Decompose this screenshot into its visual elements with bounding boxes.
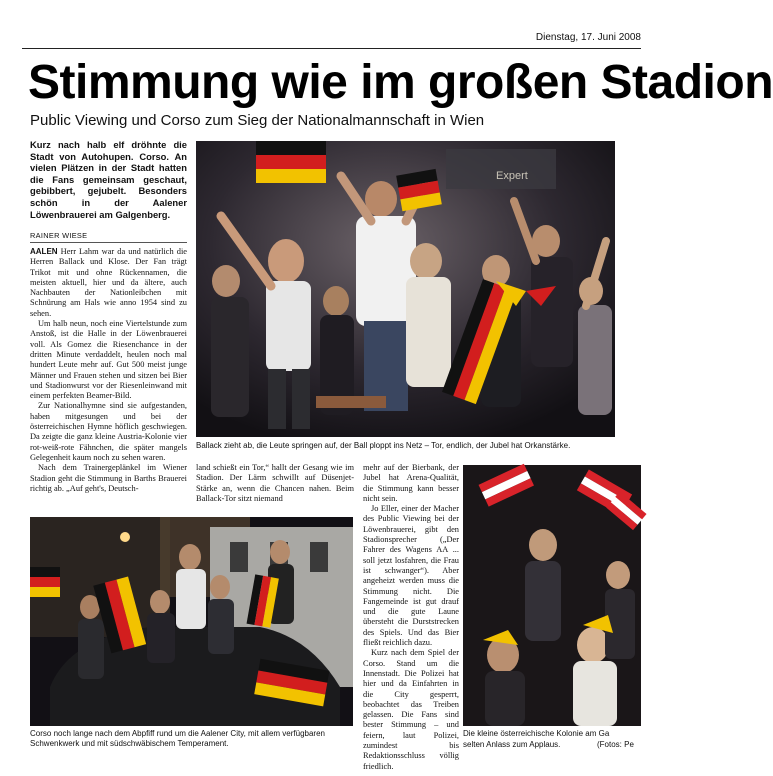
paragraph: Kurz nach dem Spiel der Corso. Stand um die Innenstadt. Die Polizei hat hier und da Einfahrten in die City gesperrt, beobachtet das Treiben gelassen. Die Fans sind bester Stimmung – und feiern, laut Polizei, zumindest bis Redaktionsschluss völlig friedlich. bbox=[363, 648, 459, 771]
body-column-3 bbox=[363, 463, 459, 772]
body-column-2 bbox=[196, 463, 354, 504]
caption-corner-line-2 bbox=[463, 740, 641, 750]
lead-paragraph: Kurz nach halb elf dröhnte die Stadt von Autohupen. Corso. An vielen Plätzen in der Stadt hatten die Fans gemeinsam geschaut, gebibbert, gejubelt. Besonders schön in der Aalener Löwenbrauerei am Galgenberg. bbox=[30, 139, 187, 220]
paragraph: Um halb neun, noch eine Viertelstunde zum Anstoß, ist die Halle in der Löwenbrauerei voll. Als Gomez die Riesenchance in der dritten Minute verdaddelt, heulen noch mal hundert Leute mehr auf. Gut 500 meist junge Männer und Frauen stehen und sitzen bei Bier und Stadionwurst vor der Riesenleinwand mit einem perfekten Beamer-Bild. bbox=[30, 319, 187, 401]
dateline: Dienstag, 17. Juni 2008 bbox=[535, 32, 641, 43]
photo-public-viewing bbox=[196, 141, 615, 437]
caption-corso-line-1: Corso noch lange nach dem Abpfiff rund um die Aalener City, mit allem verfügbaren Schwenkwerk und mit südschwäbischem Temperament. bbox=[30, 729, 325, 748]
banner-text: Expert bbox=[496, 170, 528, 182]
subheadline: Public Viewing und Corso zum Sieg der Nationalmannschaft in Wien bbox=[30, 112, 485, 129]
paragraph: Nach dem Trainergeplänkel im Wiener Stadion geht die Stimmung in Barths Brauerei richtig ab. „Auf geht's, Deutsch- bbox=[30, 463, 187, 493]
top-rule bbox=[22, 48, 641, 49]
paragraph: Jo Eller, einer der Macher des Public Viewing bei der Löwenbrauerei, gibt den Stadionsprecher („Der Fahrer des Wagens AA ... soll jetzt losfahren, die Frau ist schwanger“). Aber angeheizt werden muss die Stimmung nicht. Die Fangemeinde ist gut drauf und die gute Laune übersteht die Durststrecken des Spiels. Und das Bier fließt reichlich dazu. bbox=[363, 504, 459, 648]
austria-illustration bbox=[463, 465, 641, 726]
headline: Stimmung wie im großen Stadion bbox=[28, 56, 773, 109]
body-column-1 bbox=[30, 247, 187, 494]
caption-main-photo: Ballack zieht ab, die Leute springen auf, der Ball ploppt ins Netz – Tor, endlich, der Jubel hat Orkanstärke. bbox=[196, 441, 571, 450]
flag-germany-icon bbox=[256, 141, 326, 183]
flag-germany-icon bbox=[30, 567, 60, 597]
paragraph: AALEN Herr Lahm war da und natürlich die Herren Ballack und Klose. Der Fan trägt Trikot mit und ohne Rückennamen, die meisten aktuell, hier und da ältere, auch Nachbauten der Nationleibchen mit Schnürung am Hals wie anno 1954 sind zu sehen. bbox=[30, 247, 187, 318]
place-dateline: AALEN bbox=[30, 247, 58, 256]
photo-corso bbox=[30, 517, 353, 726]
flag-germany-icon bbox=[396, 169, 442, 211]
paragraph: mehr auf der Bierbank, der Jubel hat Arena-Qualität, die Stimmung kann besser nicht sein. bbox=[363, 463, 459, 503]
crowd-illustration bbox=[196, 141, 615, 437]
corso-illustration bbox=[30, 517, 353, 726]
paragraph: land schießt ein Tor,“ hallt der Gesang wie im Stadion. Der Lärm schwillt auf Düsenjet-Stärke an, wenn die Chancen nahen. Beim Ballack-Tor sitzt niemand bbox=[196, 463, 354, 503]
caption-corner-line-1: Die kleine österreichische Kolonie am Ga bbox=[463, 729, 610, 738]
paragraph: Zur Nationalhymne sind sie aufgestanden, haben mitgesungen und bei der österreichischen Hymne höflich geschwiegen. Da zeigte die ganz kleine Austria-Kolonie vier rot-weiß-rote Fähnchen, die später mangels Gelegenheit kaum noch zu sehen waren. bbox=[30, 401, 187, 462]
photo-credit: (Fotos: Pe bbox=[597, 740, 634, 749]
caption-corner-text: selten Anlass zum Applaus. bbox=[463, 740, 561, 749]
author-byline: RAINER WIESE bbox=[30, 231, 187, 243]
photo-austrian-fans bbox=[463, 465, 641, 726]
